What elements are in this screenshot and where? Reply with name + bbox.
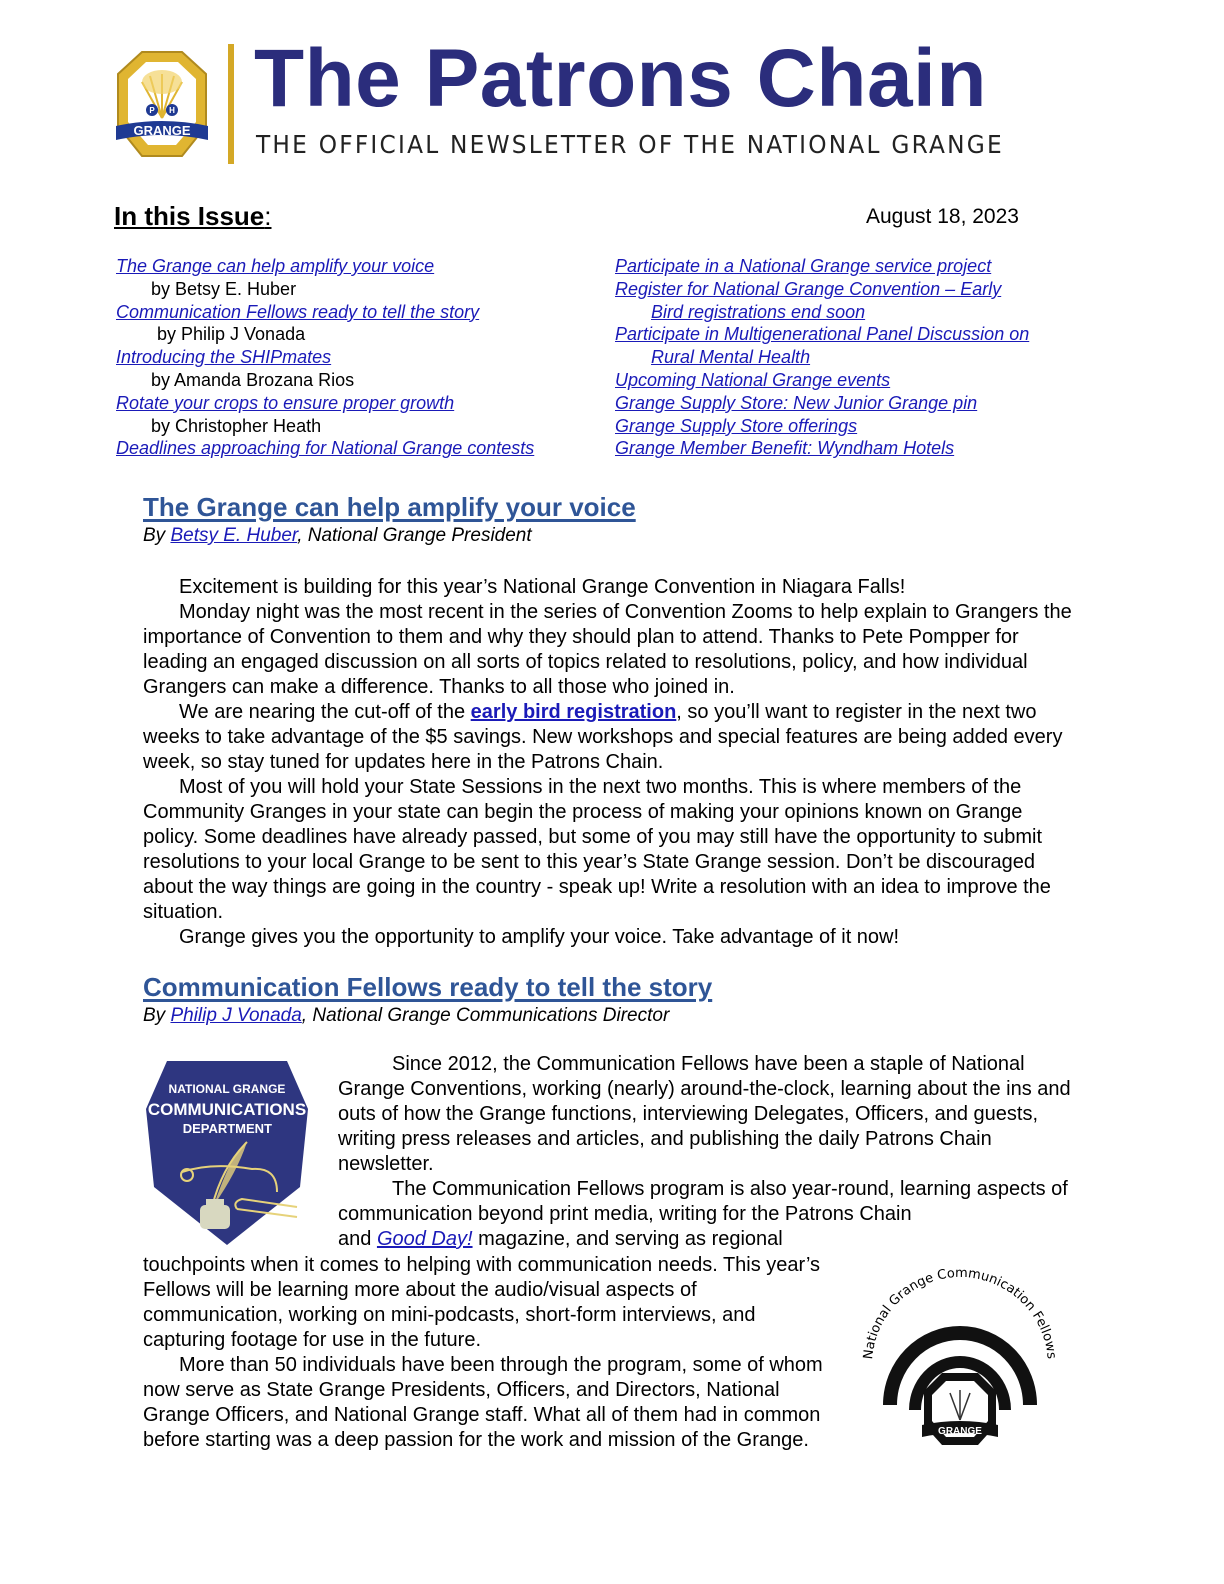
article-byline: By Philip J Vonada, National Grange Communications Director [143, 1005, 670, 1026]
toc-byline: by Christopher Heath [151, 415, 322, 436]
issue-date: August 18, 2023 [866, 205, 1019, 228]
toc-link[interactable]: Grange Supply Store: New Junior Grange pin [615, 392, 978, 413]
toc-right-column [615, 255, 1029, 460]
toc-link-continuation[interactable]: Rural Mental Health [651, 347, 811, 368]
paragraph-line: and Good Day! magazine, and serving as regional [338, 1228, 783, 1250]
toc-link-continuation[interactable]: Bird registrations end soon [651, 301, 866, 322]
paragraph: We are nearing the cut-off of the early bird registration, so you’ll want to register in the next two weeks to take advantage of the $5 savings. New workshops and special features are being added every week, so stay tuned for updates here in the Patrons Chain. [143, 701, 1063, 773]
toc-link[interactable]: Upcoming National Grange events [615, 369, 891, 390]
article-byline: By Betsy E. Huber, National Grange President [143, 525, 532, 546]
toc-byline: by Philip J Vonada [157, 324, 306, 345]
toc-link[interactable]: Communication Fellows ready to tell the story [116, 301, 480, 322]
quill-inkwell-badge-icon [142, 1057, 312, 1247]
paragraph: Excitement is building for this year’s National Grange Convention in Niagara Falls! [179, 576, 906, 598]
toc-link[interactable]: Deadlines approaching for National Grange contests [116, 438, 535, 459]
svg-text:H: H [169, 106, 175, 115]
in-this-issue-heading: In this Issue: [114, 201, 272, 231]
paragraph: Monday night was the most recent in the series of Convention Zooms to help explain to Grangers the importance of Convention to them and why they should plan to attend. Thanks to Pete Pompper for leading an engaged discussion on all sorts of topics related to resolutions, policy, and how individual Grangers can make a difference. Thanks to all those who joined in. [143, 601, 1072, 698]
paragraph: Grange gives you the opportunity to amplify your voice. Take advantage of it now! [179, 926, 900, 948]
author-link[interactable]: Betsy E. Huber [170, 525, 298, 546]
paragraph: The Communication Fellows program is also year-round, learning aspects of communication beyond print media, writing for the Patrons Chain [338, 1178, 1068, 1225]
toc-link[interactable]: Grange Member Benefit: Wyndham Hotels [615, 438, 955, 459]
article-body [143, 575, 1083, 950]
article-title: Communication Fellows ready to tell the story [143, 972, 713, 1002]
toc-link[interactable]: Grange Supply Store offerings [615, 415, 858, 436]
svg-text:P: P [149, 106, 155, 115]
svg-text:National Grange Communication: National Grange Communication Fellows [861, 1265, 1059, 1361]
communication-fellows-logo [850, 1245, 1070, 1455]
masthead-divider [228, 44, 234, 164]
toc-byline: by Betsy E. Huber [151, 278, 297, 299]
newsletter-subtitle: THE OFFICIAL NEWSLETTER OF THE NATIONAL GRANGE [256, 130, 1004, 159]
good-day-magazine-link[interactable]: Good Day! [376, 1228, 473, 1250]
toc-link[interactable]: The Grange can help amplify your voice [116, 256, 435, 276]
paragraph: Since 2012, the Communication Fellows have been a staple of National Grange Conventions, working (nearly) around-the-clock, learning about the ins and outs of how the Grange functions, interviewing Delegates, Officers, and guests, writing press releases and articles, and publishing the daily Patrons Chain newsletter. [338, 1053, 1071, 1175]
grange-shield-icon [112, 48, 212, 160]
broadcast-arcs-grange-icon [850, 1245, 1070, 1455]
paragraph: Most of you will hold your State Sessions in the next two months. This is where members of the Community Granges in your state can begin the process of making your opinions known on Grange policy. Some deadlines have already passed, but some of you may still have the opportunity to submit resolutions to your local Grange to be sent to this year’s State Grange session. Don’t be discouraged about the way things are going in the country - speak up! Write a resolution with an idea to improve the situation. [143, 776, 1051, 923]
article-title: The Grange can help amplify your voice [143, 492, 636, 522]
toc-left-column [116, 255, 534, 460]
toc-link[interactable]: Rotate your crops to ensure proper growth [116, 392, 455, 413]
toc-link[interactable]: Register for National Grange Convention – Early [615, 278, 1002, 299]
svg-text:NATIONAL GRANGE: NATIONAL GRANGE [168, 1082, 286, 1096]
toc-link[interactable]: Introducing the SHIPmates [116, 347, 332, 368]
author-link[interactable]: Philip J Vonada [170, 1005, 302, 1026]
communications-department-logo [142, 1057, 312, 1247]
svg-text:GRANGE: GRANGE [133, 123, 191, 138]
newsletter-title: The Patrons Chain [254, 33, 987, 124]
svg-text:GRANGE: GRANGE [938, 1426, 982, 1437]
article-body-top [338, 1052, 1078, 1252]
toc-link[interactable]: Participate in Multigenerational Panel Discussion on [615, 324, 1030, 345]
svg-text:DEPARTMENT: DEPARTMENT [182, 1121, 272, 1136]
svg-text:COMMUNICATIONS: COMMUNICATIONS [147, 1100, 307, 1119]
paragraph-continuation: touchpoints when it comes to helping with communication needs. This year’s Fellows will be learning more about the audio/visual aspects of communication, working on mini-podcasts, short-form interviews, and capturing footage for use in the future. [143, 1254, 821, 1351]
toc-byline: by Amanda Brozana Rios [151, 369, 355, 390]
article-body-bottom [143, 1253, 823, 1453]
early-bird-registration-link[interactable]: early bird registration [470, 701, 677, 723]
toc-link[interactable]: Participate in a National Grange service project [615, 256, 992, 276]
paragraph: More than 50 individuals have been through the program, some of whom now serve as State Grange Presidents, Officers, and Directors, National Grange Officers, and National Grange staff. What all of them had in common before starting was a deep passion for the work and mission of the Grange. [143, 1354, 823, 1451]
grange-logo [112, 48, 212, 158]
